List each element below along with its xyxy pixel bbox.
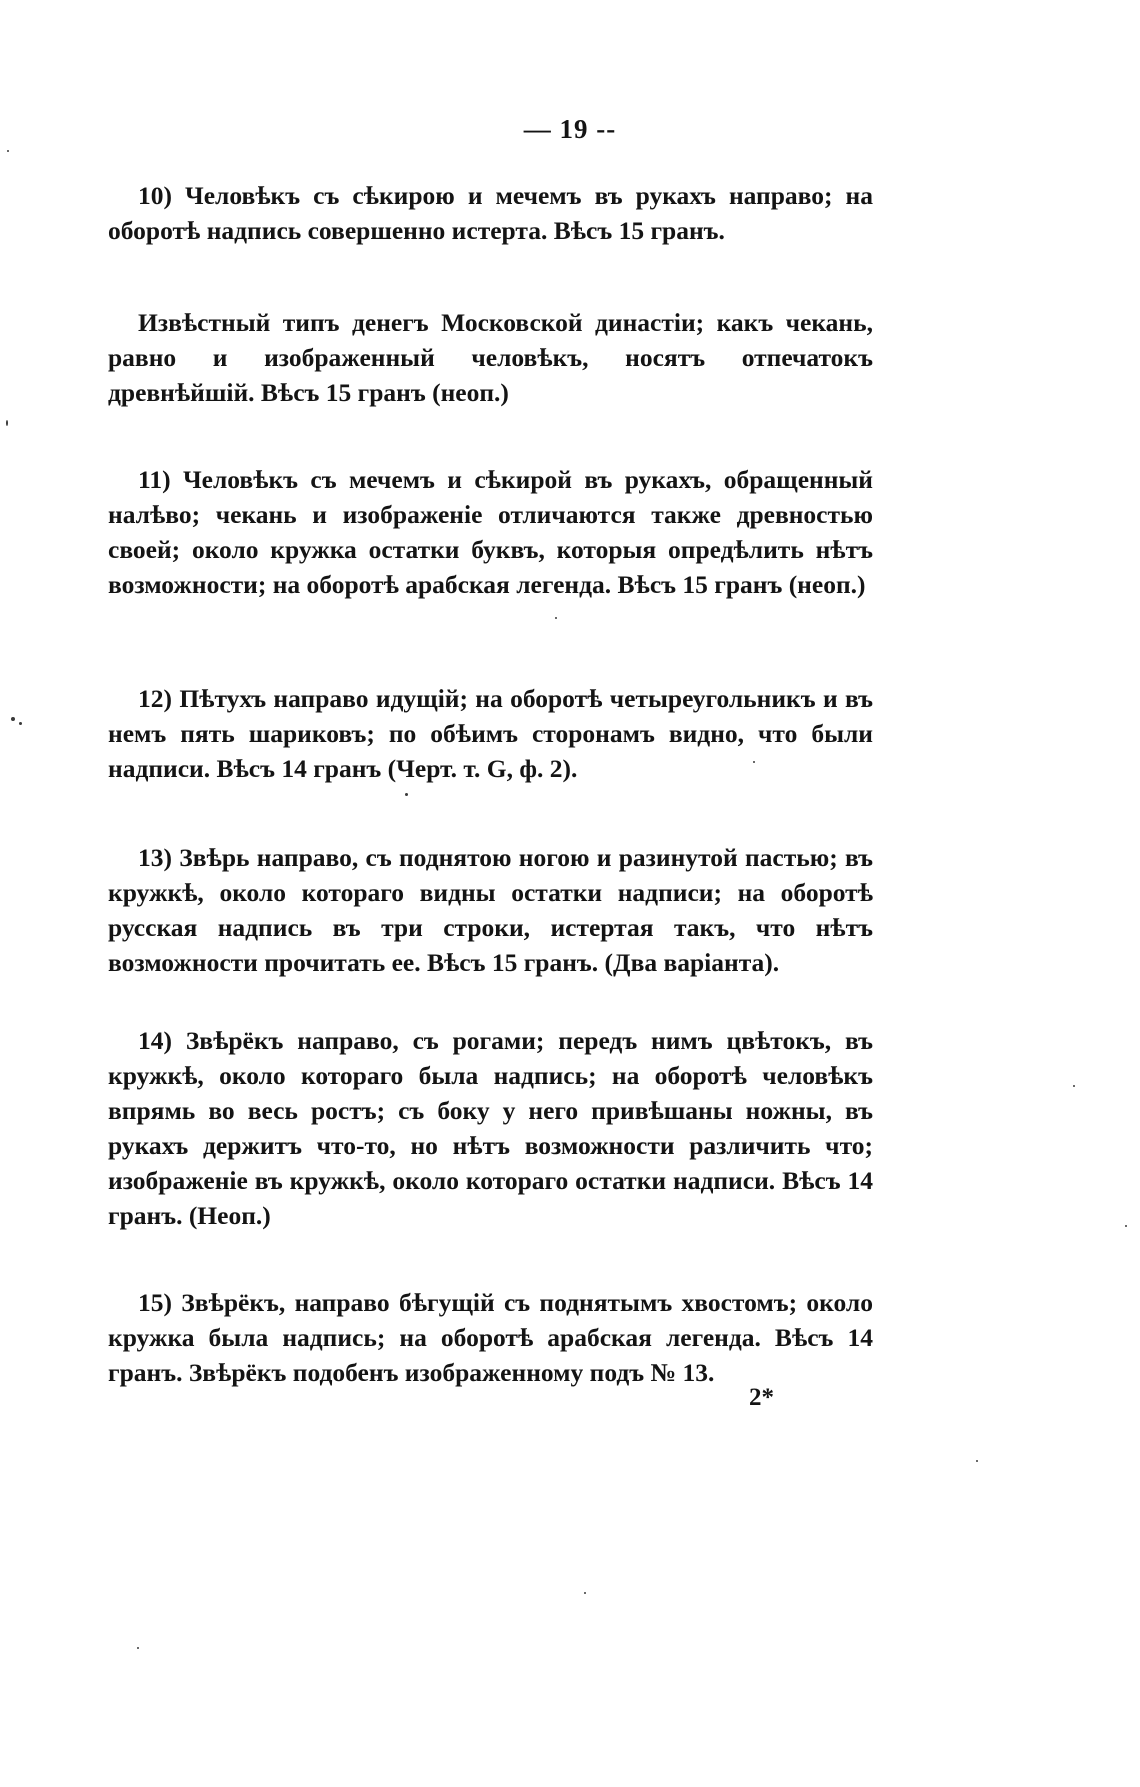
page-number: — 19 --	[523, 114, 617, 144]
scan-speck	[6, 420, 8, 426]
paragraph-item-15: 15) Звѣрёкъ, направо бѣгущій съ поднятымъ хвостомъ; около кружка была надпись; на оборотѣ арабская легенда. Вѣсъ 14 гранъ. Звѣрёкъ подобенъ изображенному подъ № 13.	[108, 1288, 873, 1387]
scan-speck	[405, 793, 408, 796]
scan-speck	[976, 1460, 978, 1462]
paragraph-item-12: 12) Пѣтухъ направо идущій; на оборотѣ четыреугольникъ и въ немъ пять шариковъ; по обѣимъ сторонамъ видно, что были надписи. Вѣсъ 14 гранъ (Черт. т. G, ф. 2).	[108, 684, 873, 783]
scan-speck	[1125, 1225, 1127, 1227]
scan-speck	[19, 722, 22, 725]
scan-speck	[137, 1647, 139, 1649]
paragraph-item-14: 14) Звѣрёкъ направо, съ рогами; передъ нимъ цвѣтокъ, въ кружкѣ, около котораго была надпись; на оборотѣ человѣкъ впрямь во весь ростъ; съ боку у него привѣшаны ножны, въ рукахъ держитъ что-то, но нѣтъ возможности различить что; изображеніе въ кружкѣ, около котораго остатки надписи. Вѣсъ 14 гранъ. (Неоп.)	[108, 1026, 873, 1230]
paragraph-note-moscow-type: Извѣстный типъ денегъ Московской династіи; какъ чекань, равно и изображенный человѣкъ, носятъ отпечатокъ древнѣйшій. Вѣсъ 15 гранъ (неоп.)	[108, 308, 873, 407]
paragraph-item-11: 11) Человѣкъ съ мечемъ и сѣкирой въ рукахъ, обращенный налѣво; чекань и изображеніе отличаются также древностью своей; около кружка остатки буквъ, которыя опредѣлить нѣтъ возможности; на оборотѣ арабская легенда. Вѣсъ 15 гранъ (неоп.)	[108, 465, 873, 599]
scan-speck	[584, 1592, 586, 1594]
scan-speck	[753, 761, 755, 763]
scan-speck	[1073, 1085, 1075, 1087]
scan-speck	[555, 617, 557, 619]
signature-mark: 2*	[749, 1384, 774, 1411]
scan-speck	[11, 717, 15, 721]
scan-speck	[7, 150, 9, 152]
paragraph-item-10: 10) Человѣкъ съ сѣкирою и мечемъ въ рукахъ направо; на оборотѣ надпись совершенно истерта. Вѣсъ 15 гранъ.	[108, 181, 873, 245]
paragraph-item-13: 13) Звѣрь направо, съ поднятою ногою и разинутой пастью; въ кружкѣ, около котораго видны остатки надписи; на оборотѣ русская надпись въ три строки, истертая такъ, что нѣтъ возможности прочитать ее. Вѣсъ 15 гранъ. (Два варіанта).	[108, 843, 873, 977]
